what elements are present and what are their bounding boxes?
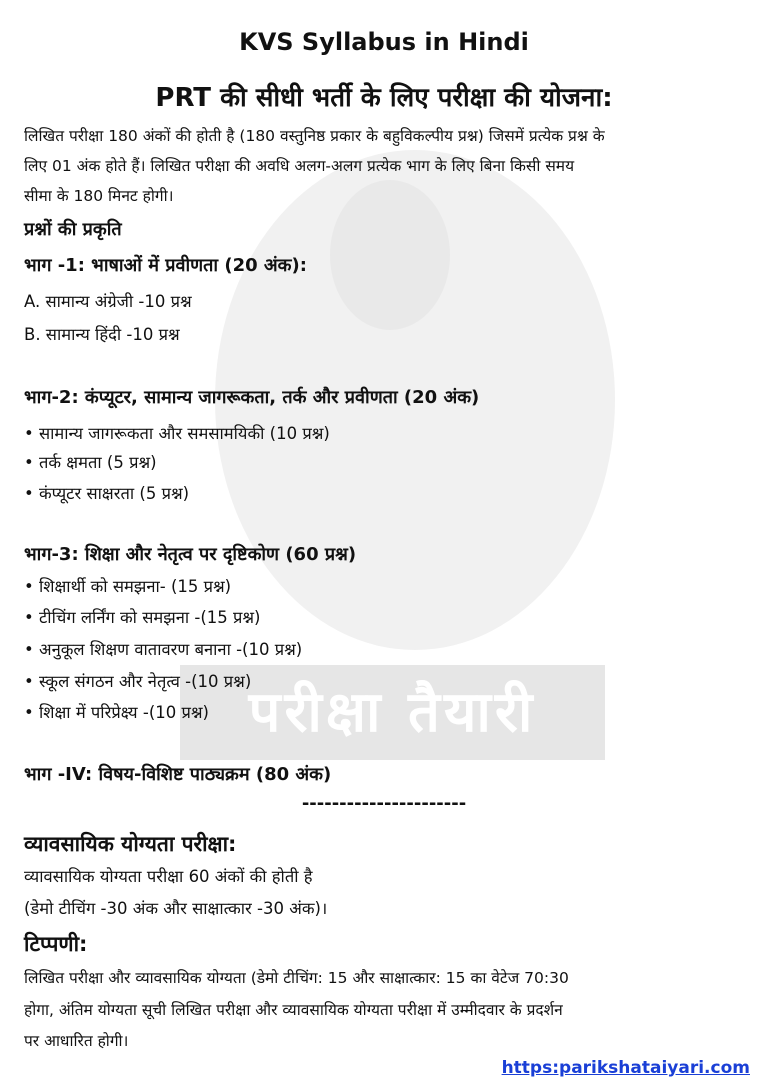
page-subtitle: PRT की सीधी भर्ती के लिए परीक्षा की योजना: — [155, 83, 613, 113]
list-item: • सामान्य जागरूकता और समसामयिकी (10 प्रश्न) — [24, 424, 330, 443]
intro-line: सीमा के 180 मिनट होगी। — [24, 187, 174, 205]
list-item: • अनुकूल शिक्षण वातावरण बनाना -(10 प्रश्न) — [24, 640, 303, 659]
professional-heading: व्यावसायिक योग्यता परीक्षा: — [24, 832, 237, 856]
list-item: • शिक्षार्थी को समझना- (15 प्रश्न) — [24, 577, 232, 596]
website-link[interactable]: https:parikshataiyari.com — [501, 1058, 750, 1078]
part1-heading: भाग -1: भाषाओं में प्रवीणता (20 अंक): — [24, 255, 307, 276]
divider: ---------------------- — [301, 793, 467, 814]
list-item: • तर्क क्षमता (5 प्रश्न) — [24, 453, 157, 472]
note-line: पर आधारित होगी। — [24, 1032, 129, 1050]
list-item: • शिक्षा में परिप्रेक्ष्य -(10 प्रश्न) — [24, 703, 209, 722]
part4-heading: भाग -IV: विषय-विशिष्ट पाठ्यक्रम (80 अंक) — [24, 764, 332, 785]
list-item: • कंप्यूटर साक्षरता (5 प्रश्न) — [24, 484, 190, 503]
note-line: लिखित परीक्षा और व्यावसायिक योग्यता (डेमो टीचिंग: 15 और साक्षात्कार: 15 का वेटेज 70:30 — [24, 969, 569, 987]
intro-line: लिए 01 अंक होते हैं। लिखित परीक्षा की अवधि अलग-अलग प्रत्येक भाग के लिए बिना किसी समय — [24, 157, 575, 175]
note-heading: टिप्पणी: — [24, 932, 88, 956]
professional-line: (डेमो टीचिंग -30 अंक और साक्षात्कार -30 अंक)। — [24, 899, 328, 918]
part2-heading: भाग-2: कंप्यूटर, सामान्य जागरूकता, तर्क और प्रवीणता (20 अंक) — [24, 387, 480, 408]
list-item: • स्कूल संगठन और नेतृत्व -(10 प्रश्न) — [24, 672, 252, 691]
list-item: B. सामान्य हिंदी -10 प्रश्न — [24, 325, 180, 344]
part3-heading: भाग-3: शिक्षा और नेतृत्व पर दृष्टिकोण (60 प्रश्न) — [24, 544, 357, 565]
intro-line: लिखित परीक्षा 180 अंकों की होती है (180 वस्तुनिष्ठ प्रकार के बहुविकल्पीय प्रश्न) जिसमें प्रत्येक प्रश्न के — [24, 127, 605, 145]
note-line: होगा, अंतिम योग्यता सूची लिखित परीक्षा और व्यावसायिक योग्यता परीक्षा में उम्मीदवार के प्रदर्शन — [24, 1001, 563, 1019]
list-item: • टीचिंग लर्निंग को समझना -(15 प्रश्न) — [24, 608, 261, 627]
list-item: A. सामान्य अंग्रेजी -10 प्रश्न — [24, 292, 192, 311]
watermark-head — [330, 180, 450, 330]
page-title: KVS Syllabus in Hindi — [239, 28, 529, 56]
watermark-logo: परीक्षा तैयारी — [248, 680, 537, 745]
nature-heading: प्रश्नों की प्रकृति — [24, 219, 122, 240]
professional-line: व्यावसायिक योग्यता परीक्षा 60 अंकों की होती है — [24, 867, 313, 886]
